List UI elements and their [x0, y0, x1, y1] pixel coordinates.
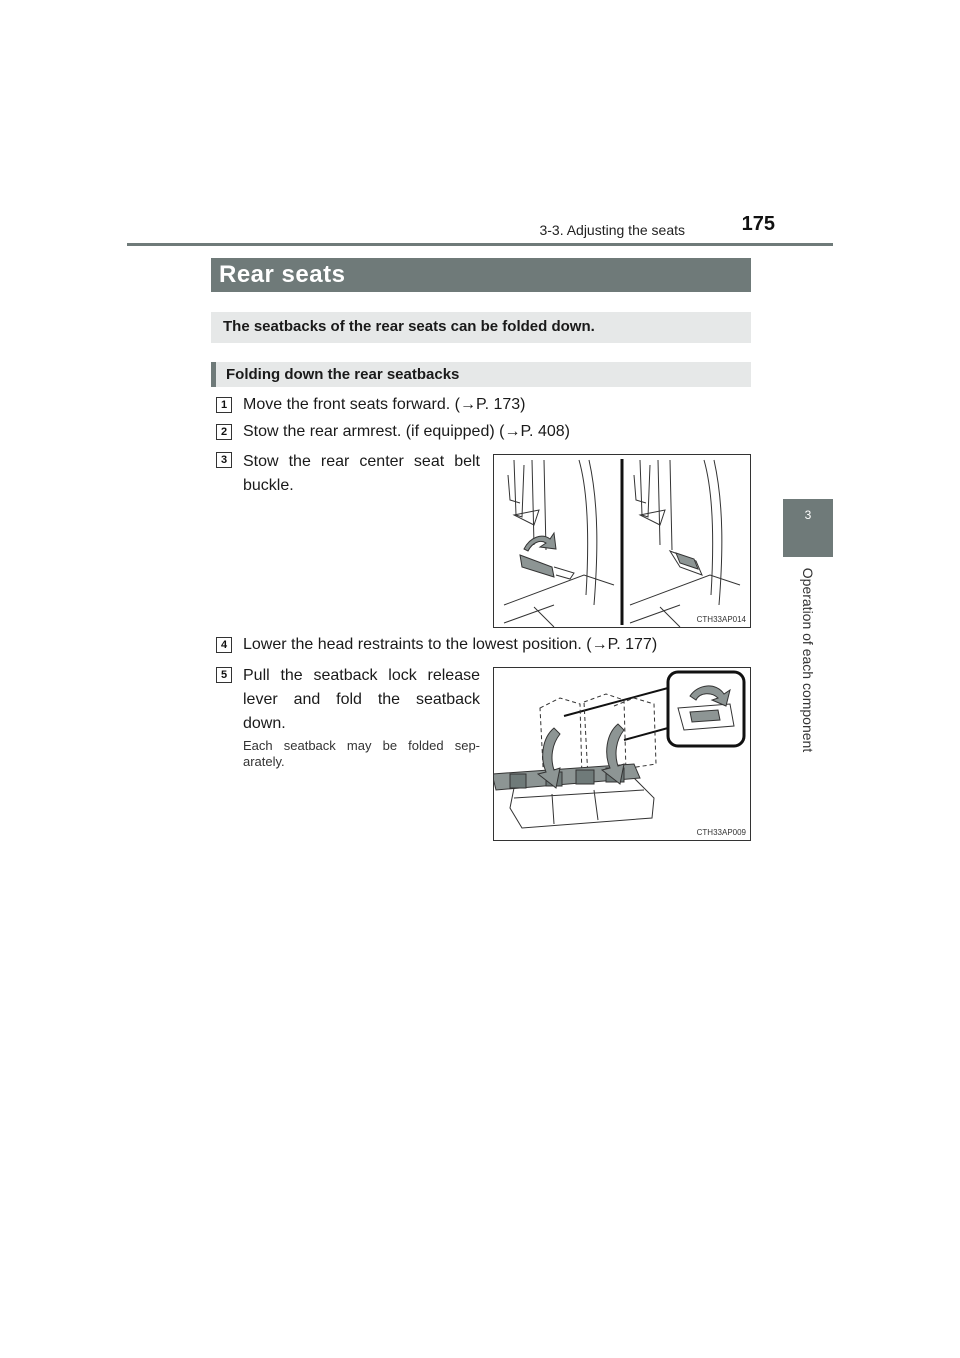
section-heading: Rear seats: [219, 261, 346, 288]
fold-seatback-illustration: [494, 668, 750, 840]
step-number-1: 1: [216, 397, 232, 413]
section-label: 3-3. Adjusting the seats: [539, 222, 685, 238]
intro-text: The seatbacks of the rear seats can be folded down.: [223, 318, 595, 335]
figure-fold-seatback: [493, 667, 751, 841]
buckle-shape: [520, 555, 554, 577]
section-heading-bar: [211, 258, 751, 292]
figure-code-1: CTH33AP014: [696, 615, 746, 624]
step-number-4: 4: [216, 637, 232, 653]
step-number-3: 3: [216, 452, 232, 468]
chapter-number: 3: [804, 508, 812, 522]
step-text-2: Stow the rear armrest. (if equipped) (→P. 408): [243, 423, 570, 440]
step-text-4: Lower the head restraints to the lowest position. (→P. 177): [243, 636, 658, 653]
subheading: Folding down the rear seatbacks: [226, 366, 460, 383]
figure-seatbelt-buckle: [493, 454, 751, 628]
page-number: 175: [741, 213, 775, 235]
chapter-title: Operation of each component: [800, 567, 816, 753]
stow-arrow-icon: [524, 533, 556, 551]
figure-code-2: CTH33AP009: [696, 828, 746, 837]
subheading-bar: [211, 362, 751, 387]
seatbelt-buckle-illustration: [494, 455, 750, 627]
step-text-1: Move the front seats forward. (→P. 173): [243, 396, 526, 413]
step-text-3: Stow the rear center seat belt buckle.: [243, 453, 480, 494]
step-number-5: 5: [216, 667, 232, 683]
step-text-5: Pull the seatback lock release lever and fold the seatback down.: [243, 667, 480, 732]
header-rule: [127, 243, 833, 246]
step-number-2: 2: [216, 424, 232, 440]
step-note-5: Each seatback may be folded sep-arately.: [243, 738, 480, 769]
intro-box: [211, 312, 751, 343]
